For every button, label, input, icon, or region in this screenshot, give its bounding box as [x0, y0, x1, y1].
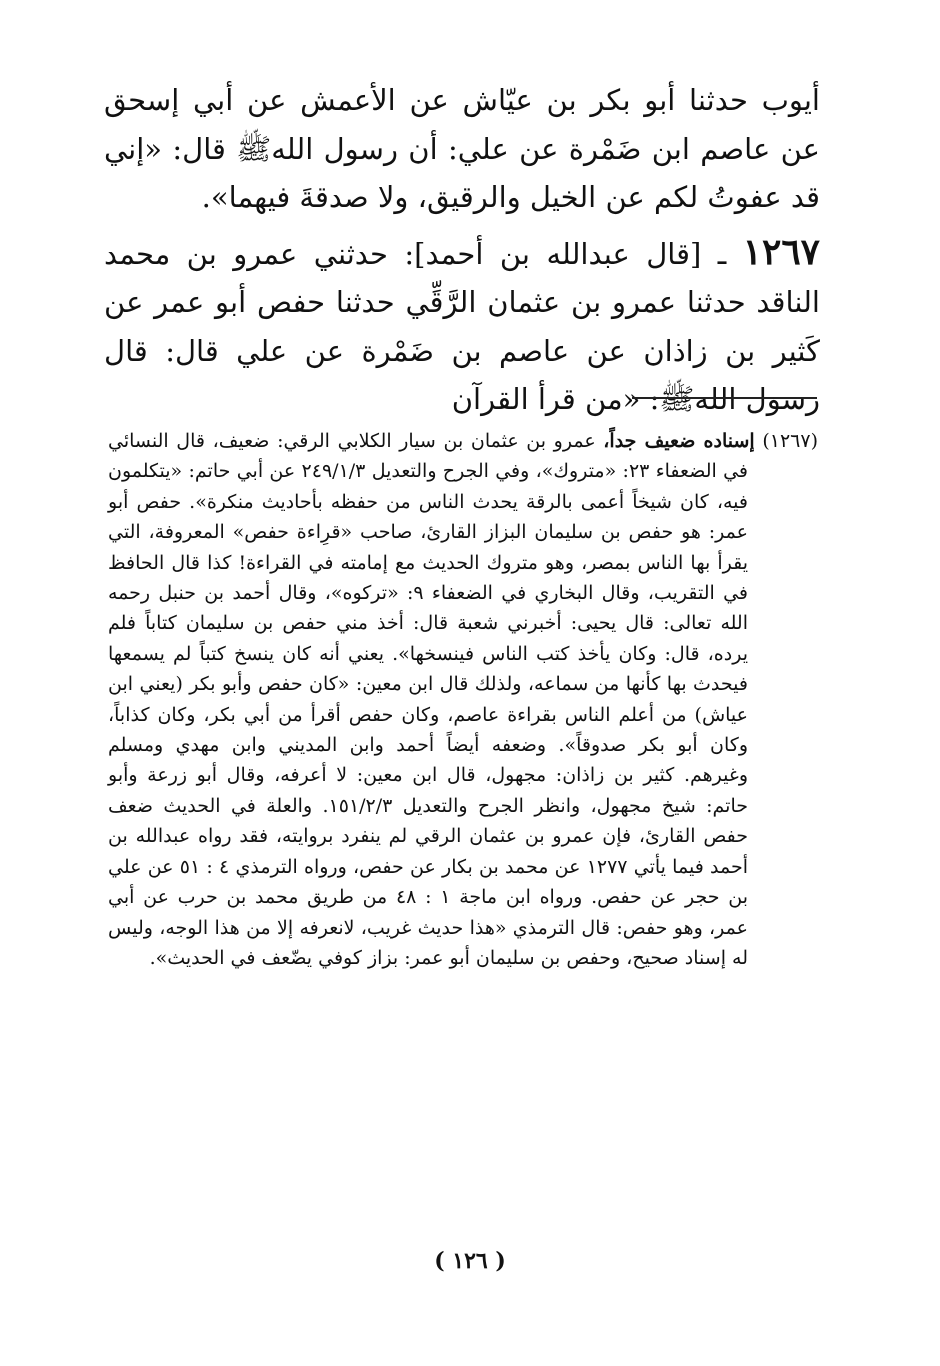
footnote-lead: إسناده ضعيف جداً، [603, 430, 755, 452]
page-number: ( ١٢٦ ) [434, 1248, 506, 1274]
footnote [108, 426, 818, 973]
main-text [104, 76, 820, 424]
main-paragraph-2 [104, 228, 820, 424]
footnote-number: (١٢٦٧) [762, 430, 818, 452]
main-paragraph-1: أيوب حدثنا أبو بكر بن عيّاش عن الأعمش عن أبي إسحق عن عاصم ابن ضَمْرة عن علي: أن رسول اللهﷺ قال: «إني قد عفوتُ لكم عن الخيل والرقيق، ولا صدقةَ فيهما». [104, 83, 820, 214]
hadith-number: ١٢٦٧ [742, 230, 821, 273]
footnote-text: عمرو بن عثمان بن سيار الكلابي الرقي: ضعيف، قال النسائي في الضعفاء ٢٣: «متروك»، وفي الجرح والتعديل ٢٤٩/١/٣ عن أبي حاتم: «يتكلمون فيه، كان شيخاً أعمى بالرقة يحدث الناس من حفظه بأحاديث منكرة». حفص أبو عمر: هو حفص بن سليمان البزاز القارئ، صاحب «قرِاءة حفص» المعروفة، التي يقرأ بها الناس بمصر، وهو متروك الحديث مع إمامته في القراءة! كذا قال الحافظ في التقريب، وقال البخاري في الضعفاء ٩: «تركوه»، وقال أحمد بن حنبل رحمه الله تعالى: قال يحيى: أخبرني شعبة قال: أخذ مني حفص بن سليمان كتاباً فلم يرده، قال: وكان يأخذ كتب الناس فينسخها». يعني أنه كان ينسخ كتباً لم يسمعها فيحدث بها كأنها من سماعه، ولذلك قال ابن معين: «كان حفص وأبو بكر (يعني ابن عياش) من أعلم الناس بقراءة عاصم، وكان حفص أقرأ من أبي بكر، وكان كذاباً، وكان أبو بكر صدوقاً». وضعفه أيضاً أحمد وابن المديني وابن مهدي ومسلم وغيرهم. كثير بن زاذان: مجهول، قال ابن معين: لا أعرفه، وقال أبو زرعة وأبو حاتم: شيخ مجهول، وانظر الجرح والتعديل ١٥١/٢/٣. والعلة في الحديث ضعف حفص القارئ، فإن عمرو بن عثمان الرقي لم ينفرد بروايته، فقد رواه عبدالله بن أحمد فيما يأتي ١٢٧٧ عن محمد بن بكار عن حفص، ورواه الترمذي ٤ : ٥١ عن علي بن حجر عن حفص. ورواه ابن ماجة ١ : ٤٨ من طريق محمد بن حرب عن أبي عمر، وهو حفص: قال الترمذي «هذا حديث غريب، لانعرفه إلا من هذا الوجه، وليس له إسناد صحيح، وحفص بن سليمان أبو عمر: بزاز كوفي يضّعف في الحديث». [108, 430, 748, 969]
footnote-separator [632, 397, 817, 399]
main-paragraph-2-text: ـ [قال عبدالله بن أحمد]: حدثني عمرو بن محمد الناقد حدثنا عمرو بن عثمان الرَّقِّي حدثنا حفص أبو عمر عن كَثير بن زاذان عن عاصم بن ضَمْرة عن علي قال: قال رسول اللهﷺ: «من قرأ القرآن [104, 236, 820, 416]
footnote-paragraph [108, 426, 818, 973]
